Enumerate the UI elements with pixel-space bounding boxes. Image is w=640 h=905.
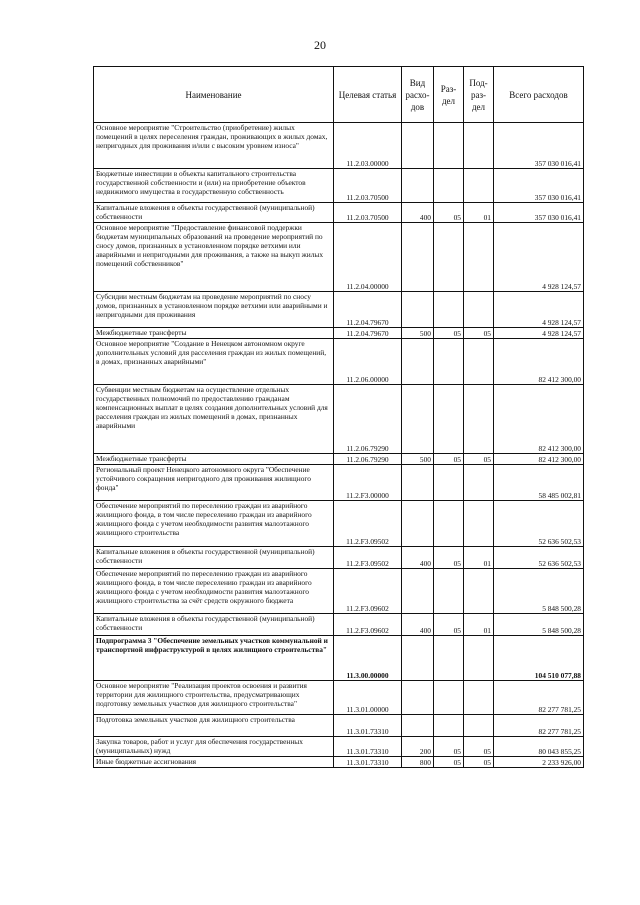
cell-razdel (434, 169, 464, 203)
cell-vid: 500 (402, 328, 434, 339)
cell-total: 2 233 926,00 (494, 757, 584, 768)
cell-code: 11.2.F3.00000 (334, 465, 402, 501)
cell-code: 11.2.04.00000 (334, 223, 402, 292)
cell-vid (402, 292, 434, 328)
cell-vid (402, 465, 434, 501)
cell-name: Подготовка земельных участков для жилищного строительства (94, 715, 334, 737)
cell-vid (402, 223, 434, 292)
table-row (94, 547, 584, 569)
cell-name: Подпрограмма 3 "Обеспечение земельных участков коммунальной и транспортной инфраструктурой в целях жилищного строительства" (94, 636, 334, 681)
cell-razdel: 05 (434, 454, 464, 465)
cell-name: Основное мероприятие "Строительство (приобретение) жилых помещений в целях переселения граждан, проживающих в жилых домах, непригодных для проживания и/или с высоким уровнем износа" (94, 123, 334, 169)
cell-razdel: 05 (434, 614, 464, 636)
cell-podrazdel (464, 636, 494, 681)
cell-code: 11.2.03.70500 (334, 203, 402, 223)
cell-vid: 400 (402, 547, 434, 569)
cell-vid: 200 (402, 737, 434, 757)
cell-vid (402, 501, 434, 547)
cell-vid (402, 339, 434, 385)
header-vid: Вид расхо-дов (402, 67, 434, 123)
cell-podrazdel: 01 (464, 203, 494, 223)
cell-podrazdel (464, 465, 494, 501)
cell-podrazdel (464, 501, 494, 547)
cell-podrazdel: 01 (464, 547, 494, 569)
cell-razdel: 05 (434, 203, 464, 223)
cell-name: Межбюджетные трансферты (94, 328, 334, 339)
cell-total: 5 848 500,28 (494, 569, 584, 614)
budget-table (93, 66, 584, 768)
cell-total: 82 412 300,00 (494, 385, 584, 454)
cell-code: 11.2.06.79290 (334, 385, 402, 454)
cell-razdel: 05 (434, 737, 464, 757)
cell-total: 52 636 502,53 (494, 547, 584, 569)
cell-code: 11.3.01.00000 (334, 681, 402, 715)
cell-code: 11.2.F3.09602 (334, 569, 402, 614)
cell-vid (402, 681, 434, 715)
cell-podrazdel: 05 (464, 737, 494, 757)
cell-razdel (434, 223, 464, 292)
cell-code: 11.2.F3.09502 (334, 547, 402, 569)
table-row (94, 123, 584, 169)
cell-podrazdel (464, 292, 494, 328)
table-row (94, 169, 584, 203)
cell-total: 4 928 124,57 (494, 328, 584, 339)
cell-total: 357 030 016,41 (494, 123, 584, 169)
header-total: Всего расходов (494, 67, 584, 123)
cell-total: 4 928 124,57 (494, 292, 584, 328)
cell-total: 82 412 300,00 (494, 339, 584, 385)
cell-razdel (434, 465, 464, 501)
cell-total: 52 636 502,53 (494, 501, 584, 547)
table-row (94, 737, 584, 757)
header-name: Наименование (94, 67, 334, 123)
cell-name: Иные бюджетные ассигнования (94, 757, 334, 768)
header-code: Целевая статья (334, 67, 402, 123)
cell-name: Капитальные вложения в объекты государственной (муниципальной) собственности (94, 547, 334, 569)
cell-name: Основное мероприятие "Реализация проектов освоения и развития территории для жилищного строительства, предусматривающих подготовку земельных участков для жилищного строительства" (94, 681, 334, 715)
cell-vid: 400 (402, 614, 434, 636)
table-row (94, 681, 584, 715)
cell-total: 104 510 077,88 (494, 636, 584, 681)
cell-code: 11.2.06.79290 (334, 454, 402, 465)
cell-name: Капитальные вложения в объекты государственной (муниципальной) собственности (94, 203, 334, 223)
table-row (94, 501, 584, 547)
cell-vid (402, 123, 434, 169)
table-row (94, 203, 584, 223)
table-row (94, 454, 584, 465)
cell-podrazdel: 05 (464, 757, 494, 768)
cell-razdel (434, 385, 464, 454)
cell-name: Субвенции местным бюджетам на осуществление отдельных государственных полномочий по предоставлению гражданам компенсационных выплат в целях создания дополнительных условий для расселения граждан из жилых помещений в домах, признанных аварийными (94, 385, 334, 454)
cell-code: 11.3.01.73310 (334, 737, 402, 757)
cell-podrazdel: 01 (464, 614, 494, 636)
cell-name: Межбюджетные трансферты (94, 454, 334, 465)
cell-vid: 800 (402, 757, 434, 768)
table-row (94, 385, 584, 454)
cell-code: 11.3.00.00000 (334, 636, 402, 681)
cell-podrazdel (464, 715, 494, 737)
page-number: 20 (314, 38, 326, 52)
table-row (94, 292, 584, 328)
table-row (94, 569, 584, 614)
cell-podrazdel (464, 681, 494, 715)
cell-razdel (434, 636, 464, 681)
cell-total: 357 030 016,41 (494, 203, 584, 223)
cell-total: 80 043 855,25 (494, 737, 584, 757)
table-row (94, 757, 584, 768)
cell-podrazdel (464, 123, 494, 169)
cell-razdel: 05 (434, 547, 464, 569)
table-row (94, 223, 584, 292)
cell-total: 82 277 781,25 (494, 715, 584, 737)
cell-code: 11.2.04.79670 (334, 328, 402, 339)
cell-name: Бюджетные инвестиции в объекты капитального строительства государственной собственности и (или) на приобретение объектов недвижимого имущества в государственную собственность (94, 169, 334, 203)
table-row (94, 465, 584, 501)
cell-razdel (434, 715, 464, 737)
cell-vid (402, 385, 434, 454)
table-row (94, 339, 584, 385)
cell-vid: 500 (402, 454, 434, 465)
cell-podrazdel: 05 (464, 454, 494, 465)
cell-name: Субсидии местным бюджетам на проведение мероприятий по сносу домов, признанных в установленном порядке ветхими или аварийными и непригодными для проживания (94, 292, 334, 328)
cell-code: 11.2.03.70500 (334, 169, 402, 203)
table-header-row (94, 67, 584, 123)
cell-name: Обеспечение мероприятий по переселению граждан из аварийного жилищного фонда, в том числе переселению граждан из аварийного жилищного фонда с учетом необходимости развития малоэтажного жилищного строительства (94, 501, 334, 547)
cell-razdel: 05 (434, 757, 464, 768)
cell-total: 58 485 002,81 (494, 465, 584, 501)
cell-name: Основное мероприятие "Создание в Ненецком автономном округе дополнительных условий для расселения граждан из жилых помещений, в домах, признанных аварийными" (94, 339, 334, 385)
cell-total: 4 928 124,57 (494, 223, 584, 292)
cell-vid (402, 715, 434, 737)
cell-razdel (434, 681, 464, 715)
cell-code: 11.2.04.79670 (334, 292, 402, 328)
cell-name: Основное мероприятие "Предоставление финансовой поддержки бюджетам муниципальных образований на проведение мероприятий по сносу домов, признанных в установленном порядке ветхими или аварийными и непригодными для проживания, а также на выкуп жилых помещений собственников" (94, 223, 334, 292)
cell-podrazdel (464, 385, 494, 454)
cell-total: 82 412 300,00 (494, 454, 584, 465)
table-row (94, 614, 584, 636)
cell-name: Закупка товаров, работ и услуг для обеспечения государственных (муниципальных) нужд (94, 737, 334, 757)
cell-name: Капитальные вложения в объекты государственной (муниципальной) собственности (94, 614, 334, 636)
cell-total: 5 848 500,28 (494, 614, 584, 636)
cell-podrazdel (464, 569, 494, 614)
header-razdel: Раз-дел (434, 67, 464, 123)
cell-code: 11.2.03.00000 (334, 123, 402, 169)
cell-name: Региональный проект Ненецкого автономного округа "Обеспечение устойчивого сокращения непригодного для проживания жилищного фонда" (94, 465, 334, 501)
cell-podrazdel (464, 223, 494, 292)
cell-razdel (434, 292, 464, 328)
table-body (94, 123, 584, 768)
cell-code: 11.3.01.73310 (334, 715, 402, 737)
cell-code: 11.3.01.73310 (334, 757, 402, 768)
cell-razdel (434, 501, 464, 547)
cell-total: 82 277 781,25 (494, 681, 584, 715)
cell-razdel (434, 339, 464, 385)
cell-podrazdel (464, 339, 494, 385)
cell-razdel (434, 123, 464, 169)
cell-razdel (434, 569, 464, 614)
table-row (94, 328, 584, 339)
cell-podrazdel (464, 169, 494, 203)
cell-code: 11.2.F3.09502 (334, 501, 402, 547)
cell-podrazdel: 05 (464, 328, 494, 339)
cell-vid (402, 569, 434, 614)
cell-vid (402, 636, 434, 681)
header-podrazdel: Под-раз-дел (464, 67, 494, 123)
cell-code: 11.2.06.00000 (334, 339, 402, 385)
table-row (94, 715, 584, 737)
cell-razdel: 05 (434, 328, 464, 339)
cell-vid (402, 169, 434, 203)
cell-name: Обеспечение мероприятий по переселению граждан из аварийного жилищного фонда, в том числе переселению граждан из аварийного жилищного фонда с учетом необходимости развития малоэтажного жилищного строительства за счёт средств окружного бюджета (94, 569, 334, 614)
table-row (94, 636, 584, 681)
cell-code: 11.2.F3.09602 (334, 614, 402, 636)
cell-total: 357 030 016,41 (494, 169, 584, 203)
cell-vid: 400 (402, 203, 434, 223)
